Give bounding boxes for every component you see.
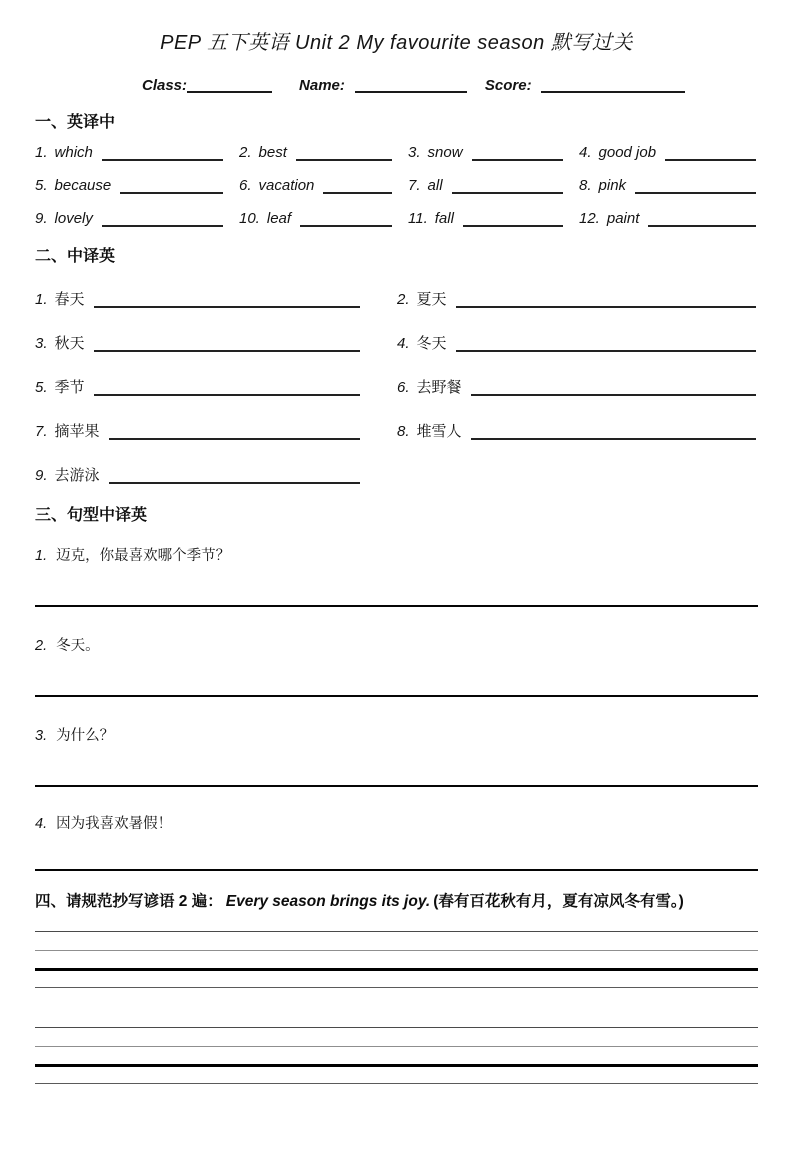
vocab-item: 2. best <box>239 144 408 162</box>
guide-line-baseline <box>35 968 758 971</box>
vocab-item: 1. which <box>35 144 239 162</box>
answer-blank <box>102 210 223 227</box>
vocab-item: 4. good job <box>579 144 758 162</box>
vocab-item: 2. 夏天 <box>397 291 758 309</box>
vocab-item: 6. vacation <box>239 177 408 195</box>
answer-blank <box>94 335 360 352</box>
worksheet-page <box>0 30 793 1151</box>
answer-blank <box>456 335 756 352</box>
answer-blank <box>300 210 392 227</box>
guide-line-upper-mid <box>35 950 758 951</box>
vocab-item: 12. paint <box>579 210 758 228</box>
answer-blank <box>109 467 360 484</box>
answer-line <box>35 785 758 787</box>
guide-line-bottom <box>35 987 758 988</box>
answer-blank <box>120 177 223 194</box>
page-title: PEP 五下英语 Unit 2 My favourite season 默写过关 <box>160 32 633 54</box>
answer-blank <box>94 379 360 396</box>
answer-blank <box>471 423 756 440</box>
vocab-item: 6. 去野餐 <box>397 379 758 397</box>
score-label: Score: <box>484 77 532 94</box>
answer-blank <box>665 144 756 161</box>
guide-line-bottom <box>35 1083 758 1084</box>
name-label: Name: <box>299 77 345 94</box>
answer-blank <box>323 177 392 194</box>
vocab-item: 3. 秋天 <box>35 335 362 353</box>
vocab-item: 9. 去游泳 <box>35 467 362 485</box>
guide-line-upper-mid <box>35 1046 758 1047</box>
class-blank-line <box>187 91 272 93</box>
answer-blank <box>472 144 563 161</box>
vocab-item: 8. 堆雪人 <box>397 423 758 441</box>
vocab-item: 11. fall <box>408 210 579 228</box>
section4-instruction: 四、请规范抄写谚语 2 遍： <box>35 893 223 911</box>
section4-heading <box>35 893 758 911</box>
sentence-item: 4. 因为我喜欢暑假！ <box>35 816 173 833</box>
score-blank-line <box>541 91 685 93</box>
section2-heading: 二、中译英 <box>35 248 116 266</box>
section1-word-grid <box>35 144 758 228</box>
vocab-item: 3. snow <box>408 144 579 162</box>
section1-heading: 一、英译中 <box>35 114 116 131</box>
vocab-item: 8. pink <box>579 177 758 195</box>
vocab-item: 1. 春天 <box>35 291 362 309</box>
answer-line <box>35 695 758 697</box>
answer-blank <box>296 144 392 161</box>
answer-line <box>35 605 758 607</box>
vocab-item: 7. all <box>408 177 579 195</box>
sentence-item: 1. 迈克，你最喜欢哪个季节？ <box>35 548 231 565</box>
vocab-item: 4. 冬天 <box>397 335 758 353</box>
answer-blank <box>635 177 756 194</box>
vocab-item: 7. 摘苹果 <box>35 423 362 441</box>
guide-line-baseline <box>35 1064 758 1067</box>
proverb-english: Every season brings its joy. <box>225 893 431 911</box>
section2-word-grid <box>35 291 758 485</box>
proverb-chinese: (春有百花秋有月，夏有凉风冬有雪。) <box>433 893 684 911</box>
answer-blank <box>456 291 756 308</box>
vocab-item: 5. 季节 <box>35 379 362 397</box>
section3-heading: 三、句型中译英 <box>35 506 148 524</box>
guide-line-top <box>35 931 758 932</box>
vocab-item: 9. lovely <box>35 210 239 228</box>
header-fields <box>142 74 758 94</box>
answer-blank <box>452 177 563 194</box>
class-label: Class: <box>142 77 188 94</box>
name-blank-line <box>355 91 467 93</box>
answer-blank <box>102 144 223 161</box>
answer-blank <box>648 210 756 227</box>
guide-line-top <box>35 1027 758 1028</box>
answer-line <box>35 869 758 871</box>
sentence-item: 3. 为什么？ <box>35 728 115 745</box>
sentence-item: 2. 冬天。 <box>35 638 100 655</box>
answer-blank <box>463 210 563 227</box>
answer-blank <box>471 379 756 396</box>
vocab-item: 5. because <box>35 177 239 195</box>
handwriting-grid-1 <box>35 931 758 988</box>
answer-blank <box>94 291 360 308</box>
vocab-item: 10. leaf <box>239 210 408 228</box>
answer-blank <box>109 423 360 440</box>
handwriting-grid-2 <box>35 1027 758 1084</box>
